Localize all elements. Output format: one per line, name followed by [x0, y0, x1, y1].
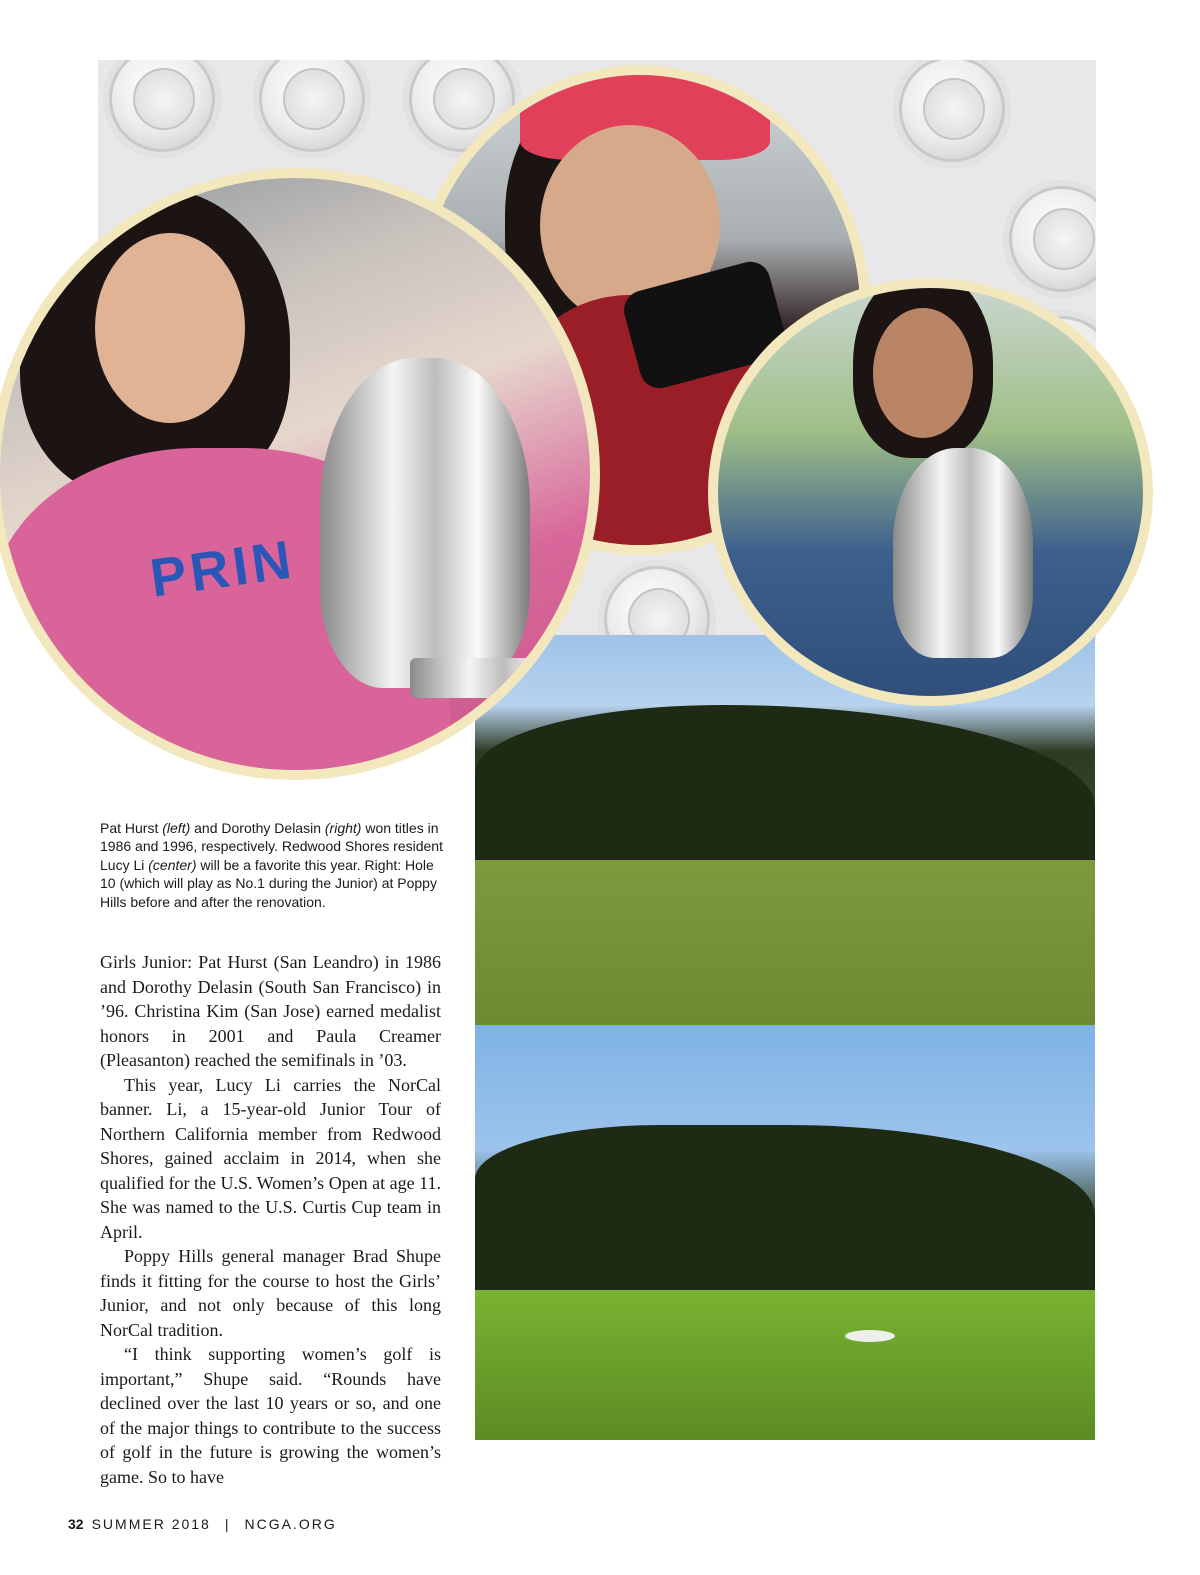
seal-emblem [103, 60, 221, 158]
trophy [320, 358, 530, 688]
caption-emphasis: (center) [148, 856, 197, 873]
face [873, 308, 973, 438]
footer-separator: | [224, 1516, 231, 1532]
caption-text: and Dorothy Delasin [190, 820, 325, 836]
paragraph: Poppy Hills general manager Brad Shupe finds it fitting for the course to host the Girls’ Junior, and not only because of this long NorCal tradition. [100, 1246, 441, 1340]
seal-emblem [253, 60, 371, 158]
paragraph: Girls Junior: Pat Hurst (San Leandro) in 1986 and Dorothy Delasin (South San Francisco) in ’96. Christina Kim (San Jose) earned medalist honors in 2001 and Paula Creamer (Pleasanton) reached the semifinals in ’03. [100, 952, 441, 1070]
fairway [475, 1290, 1095, 1440]
seal-emblem [598, 560, 716, 640]
course-photo-after [475, 1025, 1095, 1440]
site-label: NCGA.ORG [244, 1516, 337, 1532]
shirt-lettering: PRIN [146, 529, 299, 609]
caption-text: Pat Hurst [100, 820, 163, 836]
seal-emblem [1003, 180, 1096, 298]
seal-emblem [893, 60, 1011, 168]
caption-emphasis: (left) [162, 820, 191, 836]
page-number: 32 [68, 1516, 84, 1532]
dorothy-delasin-photo [708, 278, 1153, 706]
issue-label: SUMMER 2018 [91, 1516, 211, 1532]
photo-caption [100, 819, 445, 911]
article-body [100, 950, 441, 1489]
caption-text: will be a favorite this year. Right: Hole 10 (which will play as No.1 during the Junior) at Poppy Hills before and after the renovation. [100, 856, 437, 910]
face [95, 233, 245, 423]
treeline [475, 705, 1095, 875]
sand-bunker [845, 1330, 895, 1342]
trophy [893, 448, 1033, 658]
page-footer [68, 1516, 337, 1532]
fairway [475, 860, 1095, 1025]
trophy-base [410, 658, 580, 698]
caption-text: won titles in 1986 and 1996, respectively. Redwood Shores resident Lucy Li [100, 820, 443, 873]
paragraph: This year, Lucy Li carries the NorCal banner. Li, a 15-year-old Junior Tour of Northern California member from Redwood Shores, gained acclaim in 2014, when she qualified for the U.S. Women’s Open at age 11. She was named to the U.S. Curtis Cup team in April. [100, 1074, 441, 1242]
pat-hurst-photo [0, 168, 600, 780]
paragraph: “I think supporting women’s golf is important,” Shupe said. “Rounds have declined over the last 10 years or so, and one of the major things to contribute to the success of golf in the future is growing the women’s game. So to have [100, 1344, 441, 1487]
caption-emphasis: (right) [324, 820, 362, 836]
treeline [475, 1125, 1095, 1305]
